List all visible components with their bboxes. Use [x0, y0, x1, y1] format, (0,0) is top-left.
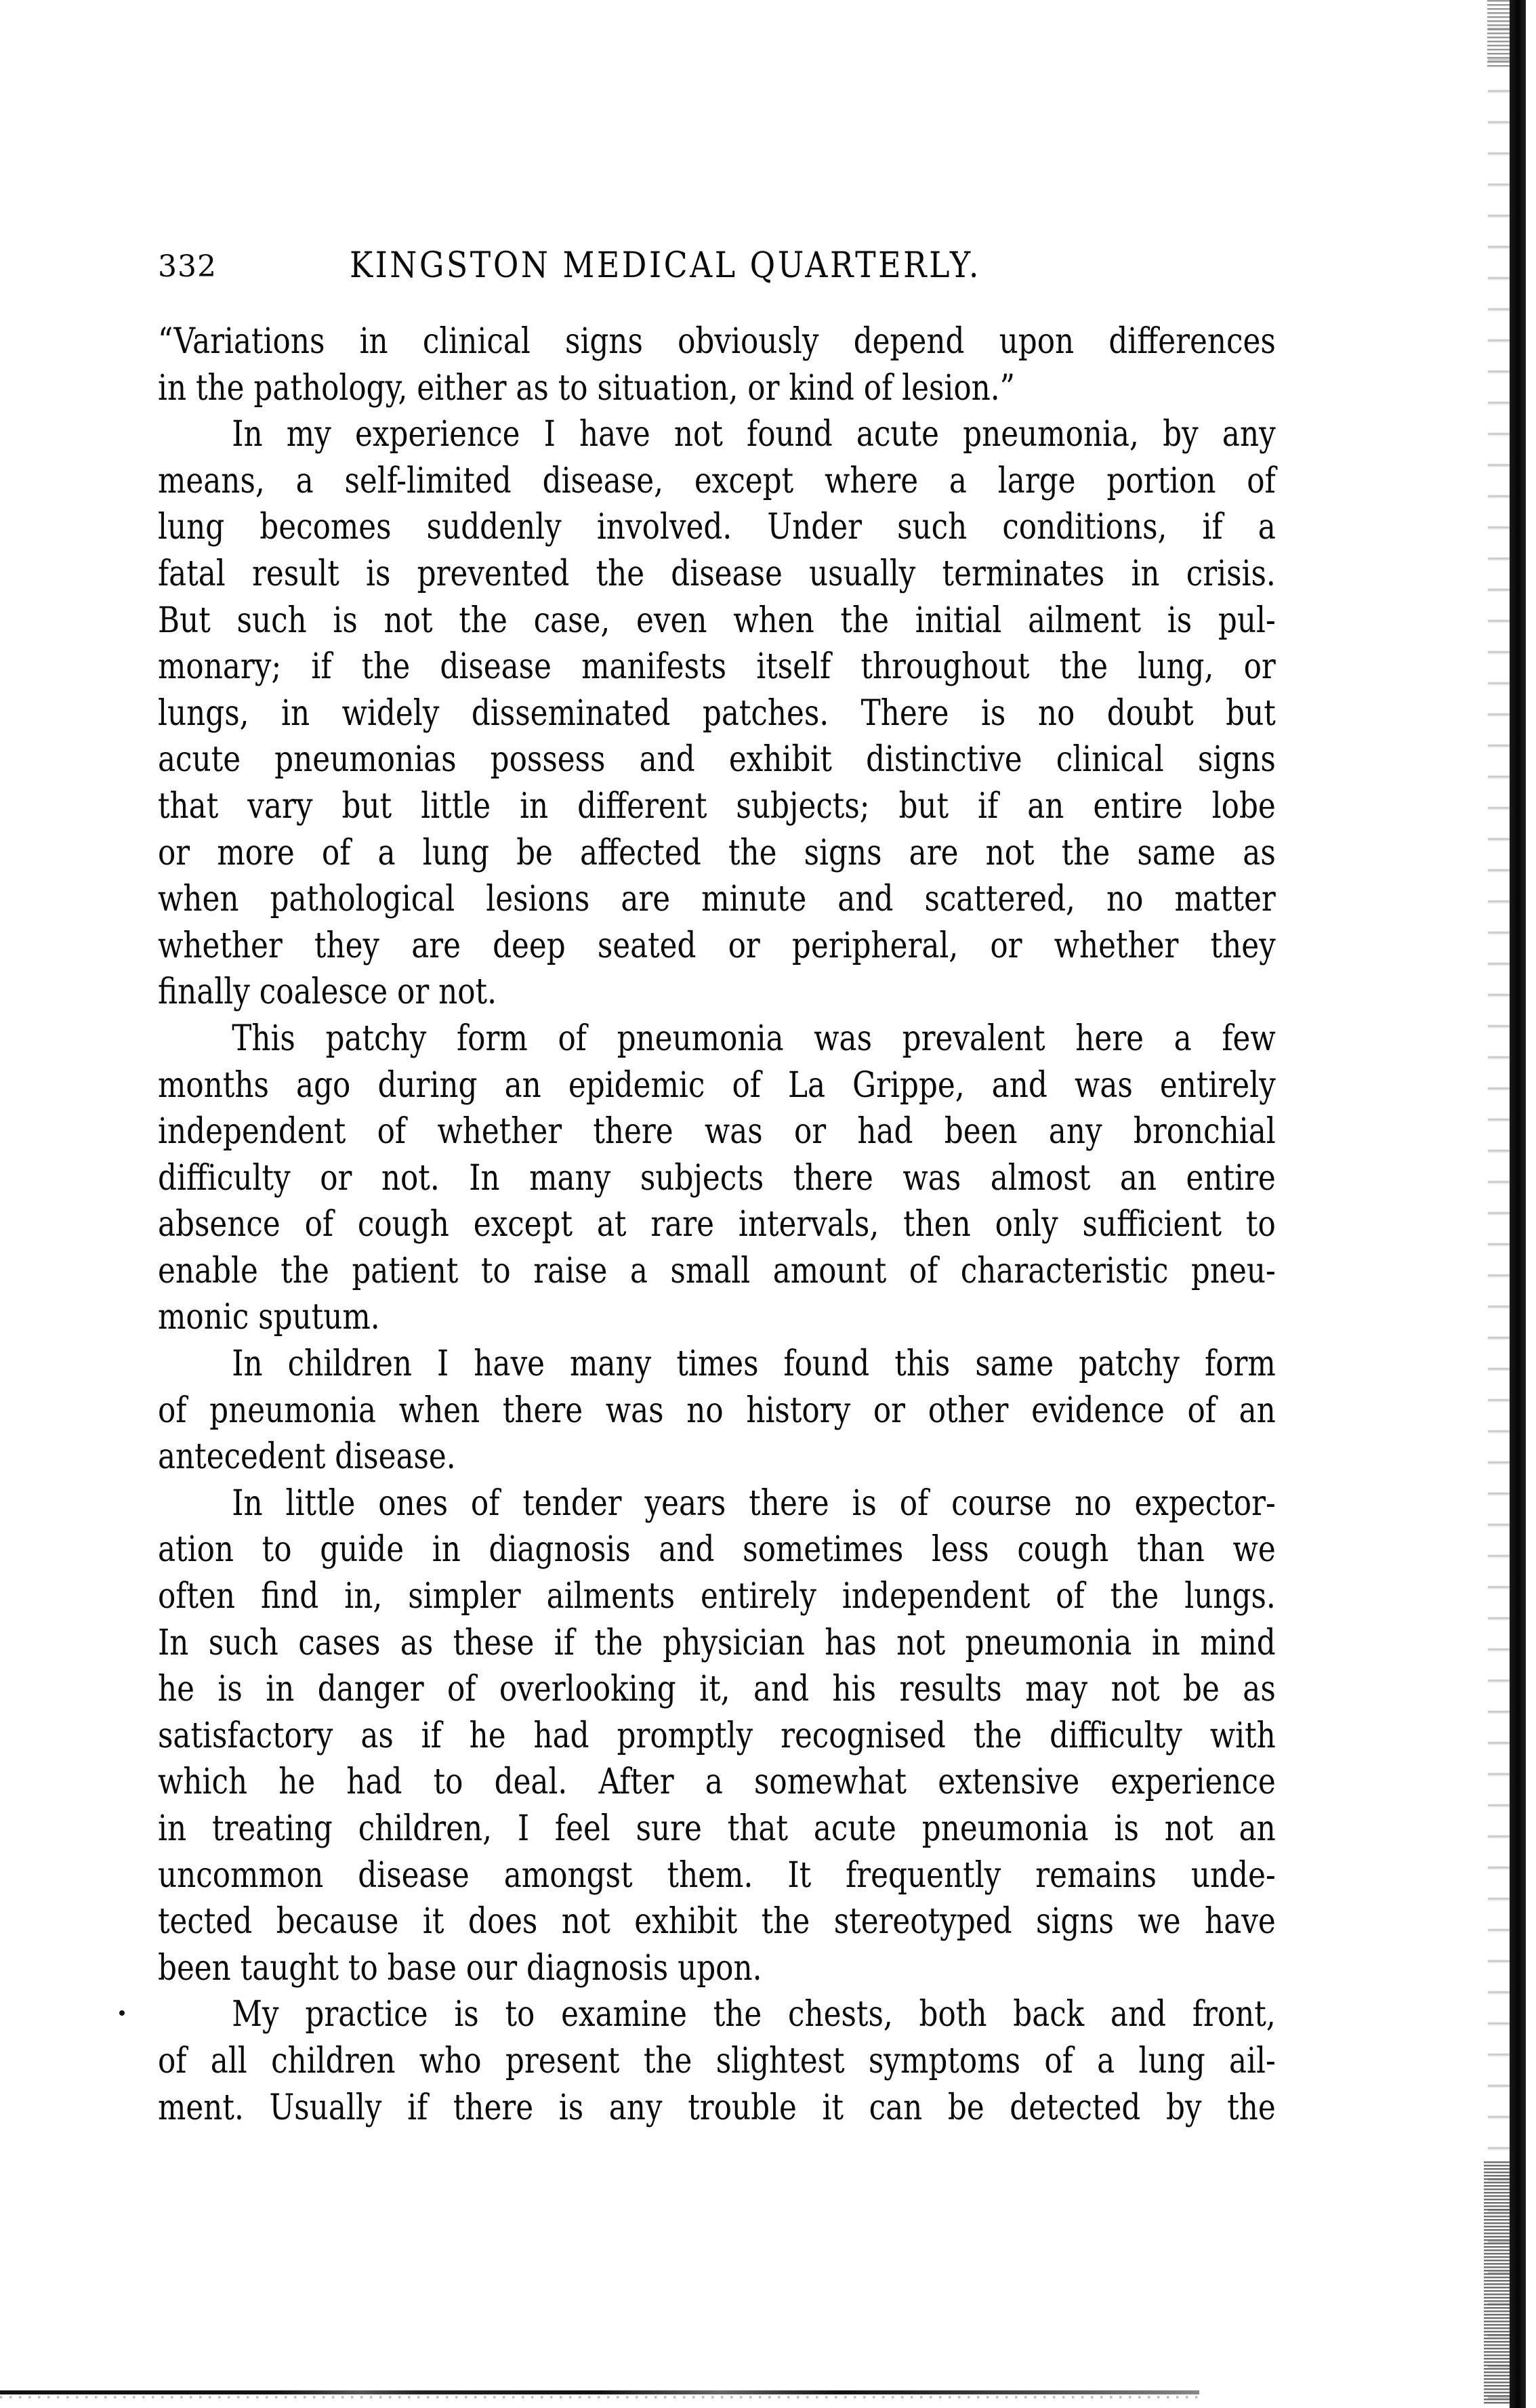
scan-speck: [119, 2010, 125, 2016]
text-line: lung becomes suddenly involved. Under such conditions, if a: [158, 507, 1276, 548]
text-line: difficulty or not. In many subjects there was almost an entire: [158, 1157, 1276, 1199]
paragraph-start-line: In little ones of tender years there is of course no expector-: [232, 1482, 1276, 1524]
page-bottom-edge-artifact: [0, 2396, 1199, 2399]
text-line: that vary but little in different subjects; but if an entire lobe: [158, 785, 1276, 827]
paragraph-start-line: My practice is to examine the chests, both back and front,: [232, 1994, 1276, 2035]
text-line: “Variations in clinical signs obviously depend upon differences: [158, 321, 1276, 362]
text-line: whether they are deep seated or peripheral, or whether they: [158, 925, 1276, 966]
text-line: enable the patient to raise a small amount of characteristic pneu-: [158, 1250, 1276, 1291]
text-line: of pneumonia when there was no history or other evidence of an: [158, 1390, 1276, 1431]
text-line: satisfactory as if he had promptly recognised the difficulty with: [158, 1715, 1276, 1756]
text-line: or more of a lung be affected the signs are not the same as: [158, 832, 1276, 873]
text-line: ment. Usually if there is any trouble it can be detected by the: [158, 2087, 1276, 2128]
text-line: fatal result is prevented the disease usually terminates in crisis.: [158, 553, 1276, 594]
text-line: of all children who present the slightest symptoms of a lung ail-: [158, 2040, 1276, 2081]
text-line: acute pneumonias possess and exhibit distinctive clinical signs: [158, 739, 1276, 781]
text-line: which he had to deal. After a somewhat extensive experience: [158, 1762, 1276, 1803]
scan-artifact-bottom: [1484, 2161, 1511, 2405]
text-line: when pathological lesions are minute and scattered, no matter: [158, 879, 1276, 920]
journal-title: KINGSTON MEDICAL QUARTERLY.: [350, 245, 981, 286]
binding-shadow: [1488, 0, 1510, 2408]
body-text: [158, 318, 1276, 2131]
text-line: monic sputum.: [158, 1297, 380, 1338]
text-line: In such cases as these if the physician has not pneumonia in mind: [158, 1622, 1276, 1663]
text-line: tected because it does not exhibit the stereotyped signs we have: [158, 1901, 1276, 1943]
text-line: antecedent disease.: [158, 1436, 456, 1478]
running-head: [158, 243, 1276, 290]
text-line: absence of cough except at rare intervals, then only sufficient to: [158, 1204, 1276, 1245]
paragraph-start-line: This patchy form of pneumonia was prevalent here a few: [232, 1018, 1276, 1059]
text-line: often find in, simpler ailments entirely independent of the lungs.: [158, 1576, 1276, 1617]
paragraph-start-line: In my experience I have not found acute pneumonia, by any: [232, 414, 1276, 455]
text-line: months ago during an epidemic of La Grippe, and was entirely: [158, 1064, 1276, 1106]
text-line: independent of whether there was or had been any bronchial: [158, 1111, 1276, 1153]
book-spine-edge: [1510, 0, 1526, 2408]
scan-artifact-top: [1487, 0, 1510, 68]
page-number: 332: [158, 249, 217, 284]
text-line: in treating children, I feel sure that acute pneumonia is not an: [158, 1808, 1276, 1849]
text-line: in the pathology, either as to situation, or kind of lesion.”: [158, 367, 1015, 409]
text-line: monary; if the disease manifests itself throughout the lung, or: [158, 646, 1276, 688]
text-line: means, a self-limited disease, except where a large portion of: [158, 460, 1276, 501]
text-line: finally coalesce or not.: [158, 972, 497, 1013]
text-line: ation to guide in diagnosis and sometimes less cough than we: [158, 1529, 1276, 1571]
text-line: been taught to base our diagnosis upon.: [158, 1947, 762, 1989]
paragraph-start-line: In children I have many times found this same patchy form: [232, 1344, 1276, 1385]
text-line: But such is not the case, even when the initial ailment is pul-: [158, 600, 1276, 641]
text-line: lungs, in widely disseminated patches. There is no doubt but: [158, 692, 1276, 734]
text-line: uncommon disease amongst them. It frequently remains unde-: [158, 1854, 1276, 1896]
page-bottom-edge: [0, 2390, 1199, 2394]
text-line: he is in danger of overlooking it, and his results may not be as: [158, 1669, 1276, 1710]
